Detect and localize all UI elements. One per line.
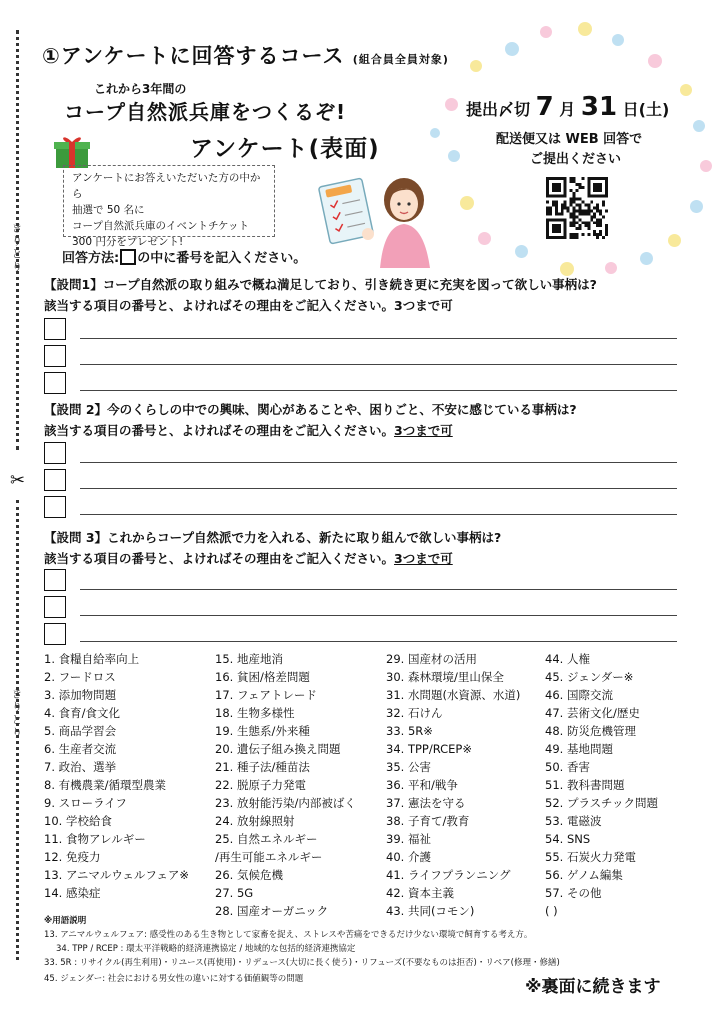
answer-line-q2-2[interactable] (80, 488, 677, 489)
submit-method-line-2: ご提出ください (530, 152, 622, 167)
qr-code-icon[interactable] (546, 177, 608, 239)
list-item: 44. 人権 (545, 652, 590, 666)
answer-box-q2-2[interactable] (44, 469, 66, 491)
scissors-icon: ✂ (10, 470, 26, 491)
list-item: 55. 石炭火力発電 (545, 850, 636, 864)
list-item: 19. 生態系/外来種 (215, 724, 310, 738)
deadline: 提出〆切 7 月 31 日(土) (466, 92, 670, 122)
answer-box-q1-3[interactable] (44, 372, 66, 394)
decorative-dot (430, 128, 440, 138)
answer-line-q2-3[interactable] (80, 514, 677, 515)
list-item: 20. 遺伝子組み換え問題 (215, 742, 341, 756)
answer-box-q1-2[interactable] (44, 345, 66, 367)
list-item: 33. 5R※ (386, 724, 433, 738)
list-item: 28. 国産オーガニック (215, 904, 329, 918)
answer-box-q3-1[interactable] (44, 569, 66, 591)
answer-line-q3-3[interactable] (80, 641, 677, 642)
subtitle-small: これから3年間の (94, 82, 187, 96)
decorative-dot (680, 84, 692, 96)
list-item: 7. 政治、選挙 (44, 760, 117, 774)
list-item: 9. スローライフ (44, 796, 127, 810)
list-item: 14. 感染症 (44, 886, 101, 900)
answer-line-q3-1[interactable] (80, 589, 677, 590)
question-1-instruction: 該当する項目の番号と、よければその理由をご記入ください。3つまで可 (44, 298, 453, 313)
list-item: 22. 脱原子力発電 (215, 778, 306, 792)
answer-line-q2-1[interactable] (80, 462, 677, 463)
decorative-dot (612, 34, 624, 46)
decorative-dot (505, 42, 519, 56)
list-item: 43. 共同(コモン) (386, 904, 475, 918)
list-item: 8. 有機農業/循環型農業 (44, 778, 167, 792)
list-item: 16. 貧困/格差問題 (215, 670, 310, 684)
list-item: 2. フードロス (44, 670, 116, 684)
list-item: 13. アニマルウェルフェア※ (44, 868, 189, 882)
list-item: 51. 教科書問題 (545, 778, 625, 792)
item-list-col-4 (545, 650, 658, 920)
question-1: 【設問1】コープ自然派の取り組みで概ね満足しており、引き続き更に充実を図って欲しい事柄は? (44, 277, 597, 292)
woman-holding-survey-illustration (318, 168, 436, 268)
question-2-instruction: 該当する項目の番号と、よければその理由をご記入ください。3つまで可 (44, 423, 453, 438)
list-item: 48. 防災危機管理 (545, 724, 636, 738)
answer-box-q1-1[interactable] (44, 318, 66, 340)
list-item: 21. 種子法/種苗法 (215, 760, 310, 774)
list-item: 4. 食育/食文化 (44, 706, 121, 720)
decorative-dot (560, 262, 574, 276)
answer-line-q1-2[interactable] (80, 364, 677, 365)
decorative-dot (700, 160, 712, 172)
prize-line-1: アンケートにお答えいただいた方の中から (72, 172, 261, 200)
list-item: 25. 自然エネルギー (215, 832, 318, 846)
prize-line-4: 300 円分をプレゼント! (72, 236, 184, 248)
list-item: 47. 芸術文化/歴史 (545, 706, 640, 720)
answer-box-q2-1[interactable] (44, 442, 66, 464)
item-list-col-3 (386, 650, 520, 920)
survey-title: アンケート(表面) (190, 136, 380, 162)
glossary-line-2: 34. TPP / RCEP : 環太平洋戦略的経済連携協定 / 地域的な包括的経済連携協定 (56, 944, 356, 954)
list-item: 57. その他 (545, 886, 602, 900)
decorative-dot (648, 54, 662, 68)
list-item: 30. 森林環境/里山保全 (386, 670, 504, 684)
list-item: 45. ジェンダー※ (545, 670, 634, 684)
answer-box-q3-2[interactable] (44, 596, 66, 618)
list-item: 3. 添加物問題 (44, 688, 117, 702)
list-item: 12. 免疫力 (44, 850, 101, 864)
decorative-dot (470, 60, 482, 72)
question-2: 【設問 2】今のくらしの中での興味、関心があることや、困りごと、不安に感じている事柄は? (44, 402, 577, 417)
decorative-dot (515, 245, 528, 258)
list-item: 31. 水問題(水資源、水道) (386, 688, 521, 702)
list-item: 35. 公害 (386, 760, 431, 774)
list-item: 42. 資本主義 (386, 886, 454, 900)
prize-line-2: 抽選で 50 名に (72, 204, 145, 216)
decorative-dot (540, 26, 552, 38)
decorative-dot (448, 150, 460, 162)
decorative-dot (478, 232, 491, 245)
decorative-dot (605, 262, 617, 274)
item-list-col-1 (44, 650, 189, 902)
list-item: 39. 福祉 (386, 832, 431, 846)
list-item: 27. 5G (215, 886, 254, 900)
list-item: 6. 生産者交流 (44, 742, 117, 756)
list-item: 54. SNS (545, 832, 591, 846)
continue-note: ※裏面に続きます (525, 977, 661, 997)
list-item: 17. フェアトレード (215, 688, 317, 702)
list-item: 37. 憲法を守る (386, 796, 466, 810)
list-item: 52. プラスチック問題 (545, 796, 659, 810)
list-item: 26. 気候危機 (215, 868, 283, 882)
item-list-col-2 (215, 650, 356, 920)
list-item: 50. 香害 (545, 760, 590, 774)
list-item: 11. 食物アレルギー (44, 832, 146, 846)
list-item: ( ) (545, 904, 558, 918)
list-item: 18. 生物多様性 (215, 706, 295, 720)
list-item: 10. 学校給食 (44, 814, 112, 828)
glossary-title: ※用語説明 (44, 916, 87, 926)
list-item: 41. ライフプランニング (386, 868, 511, 882)
question-3-instruction: 該当する項目の番号と、よければその理由をご記入ください。3つまで可 (44, 551, 453, 566)
decorative-dot (640, 252, 653, 265)
list-item: 38. 子育て/教育 (386, 814, 470, 828)
decorative-dot (445, 98, 458, 111)
list-item: 36. 平和/戦争 (386, 778, 458, 792)
prize-line-3: コープ自然派兵庫のイベントチケット (72, 220, 250, 232)
decorative-dot (578, 22, 592, 36)
list-item: 29. 国産材の活用 (386, 652, 477, 666)
course-title: ①アンケートに回答するコース (組合員全員対象) (42, 44, 449, 68)
cut-label-top: きりとり (10, 222, 23, 274)
list-item: 5. 商品学習会 (44, 724, 117, 738)
course-title-note: (組合員全員対象) (352, 53, 449, 66)
cut-label-bottom: きりとり (10, 688, 23, 740)
subtitle-main: コープ自然派兵庫をつくるぞ! (64, 100, 347, 124)
glossary-line-1: 13. アニマルウェルフェア: 感受性のある生き物として家畜を捉え、ストレスや苦痛をできるだけ少ない環境で飼育する考え方。 (44, 930, 533, 940)
answer-box-sample-icon (120, 249, 136, 265)
glossary-line-3: 33. 5R : リサイクル(再生利用)・リユース(再使用)・リデュース(大切に長く使う)・リフューズ(不要なものは拒否)・リペア(修理・修繕) (44, 958, 560, 968)
list-item: 56. ゲノム編集 (545, 868, 623, 882)
answer-box-q2-3[interactable] (44, 496, 66, 518)
prize-box (63, 165, 275, 248)
decorative-dot (693, 120, 705, 132)
answer-box-q3-3[interactable] (44, 623, 66, 645)
list-item: 49. 基地問題 (545, 742, 613, 756)
submit-method-line-1: 配送便又は WEB 回答で (496, 132, 643, 147)
list-item: 1. 食糧自給率向上 (44, 652, 140, 666)
answer-line-q1-1[interactable] (80, 338, 677, 339)
decorative-dot (460, 196, 474, 210)
list-item: 46. 国際交流 (545, 688, 613, 702)
decorative-dot (690, 200, 703, 213)
list-item: 23. 放射能汚染/内部被ばく (215, 796, 356, 810)
list-item: 24. 放射線照射 (215, 814, 295, 828)
list-item: /再生可能エネルギー (215, 850, 323, 864)
list-item: 32. 石けん (386, 706, 443, 720)
list-item: 15. 地産地消 (215, 652, 283, 666)
answer-line-q1-3[interactable] (80, 390, 677, 391)
list-item: 53. 電磁波 (545, 814, 602, 828)
glossary-line-4: 45. ジェンダー: 社会における男女性の違いに対する価値観等の問題 (44, 974, 304, 984)
list-item: 40. 介護 (386, 850, 431, 864)
answer-method: 回答方法: の中に番号を記入ください。 (62, 251, 307, 266)
answer-line-q3-2[interactable] (80, 615, 677, 616)
decorative-dot (668, 234, 681, 247)
question-3: 【設問 3】これからコープ自然派で力を入れる、新たに取り組んで欲しい事柄は? (44, 530, 502, 545)
list-item: 34. TPP/RCEP※ (386, 742, 472, 756)
